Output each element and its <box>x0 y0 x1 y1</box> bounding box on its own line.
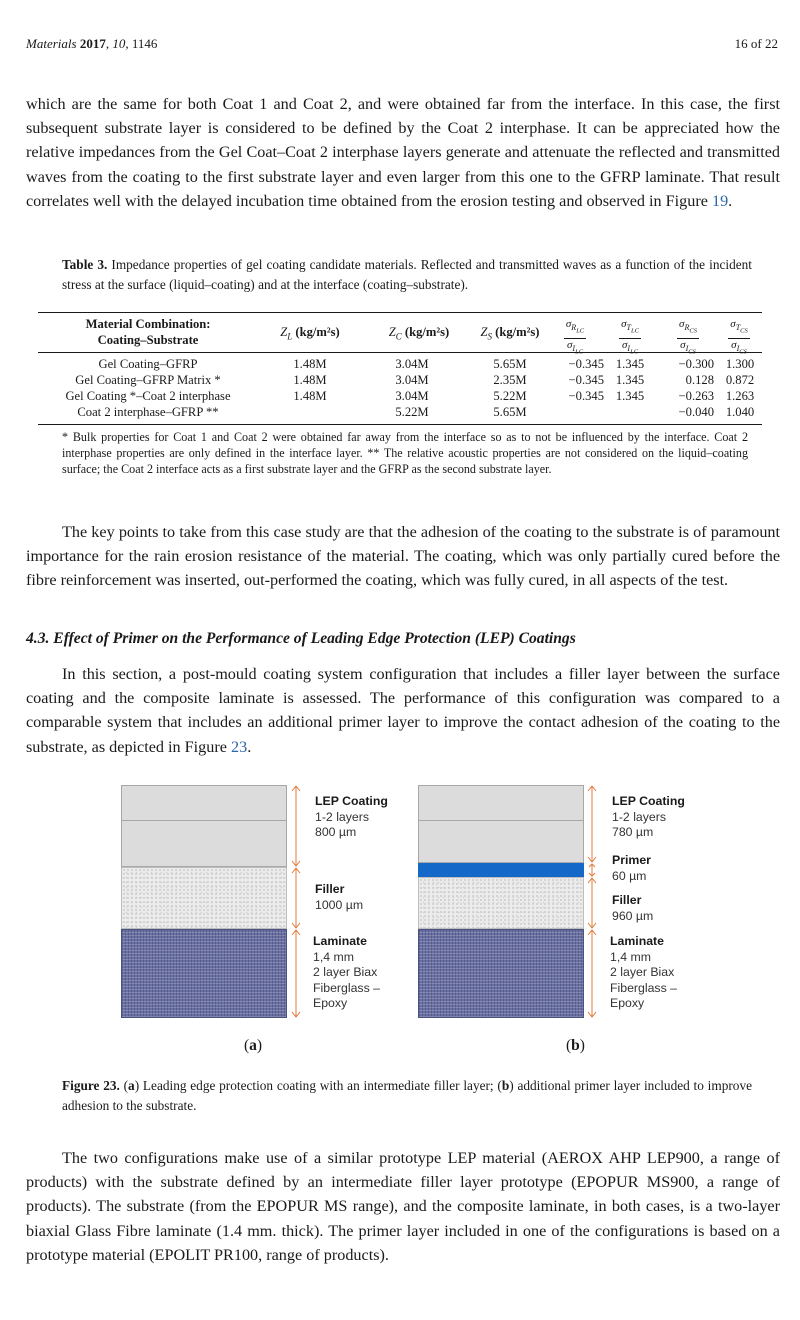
fig-b-laminate-arrow <box>587 929 597 1018</box>
fig-a-lep-line2: 800 µm <box>315 825 357 839</box>
paragraph-3 <box>26 662 780 759</box>
row-1-zs: 5.65M <box>493 357 527 371</box>
fig-b-lep-arrow <box>587 785 597 863</box>
fig-b-laminate-layer <box>418 929 584 1018</box>
header-zs <box>456 324 564 345</box>
fig-b-primer-title: Primer <box>612 853 651 867</box>
fig-b-primer-line1: 60 µm <box>612 868 647 883</box>
fig-a-laminate-label <box>313 934 380 1012</box>
figure-caption-b-tag: b <box>501 1078 510 1093</box>
header-zs-sub: S <box>487 331 492 342</box>
fig-b-filler-line1: 960 µm <box>612 908 654 923</box>
paragraph-3-end: . <box>247 737 252 756</box>
row-3-zl: 1.48M <box>293 389 327 403</box>
header-t-lc-num: $\sigma_{T_{LC}}$ <box>619 318 641 339</box>
fig-a-laminate-line3: Fiberglass – <box>313 980 380 995</box>
fig-b-lep-label <box>612 794 685 841</box>
row-2-material: Gel Coating–GFRP Matrix * <box>75 373 221 387</box>
figure-23-link[interactable]: 23 <box>231 737 248 756</box>
header-zs-symbol: Z <box>480 325 488 339</box>
fig-a-lep-label <box>315 794 388 841</box>
fig-b-laminate-line3: Fiberglass – <box>610 980 677 995</box>
row-2-tlc: 1.345 <box>615 373 645 387</box>
fig-a-laminate-arrow <box>291 929 301 1018</box>
table-caption <box>62 255 752 295</box>
row-2-rlc: −0.345 <box>568 373 604 387</box>
table-header-rule <box>38 352 762 353</box>
article-number: 1146 <box>131 36 158 51</box>
row-4-zs: 5.65M <box>493 405 527 419</box>
fig-a-lep-line1: 1-2 layers <box>315 809 369 824</box>
row-3-zc: 3.04M <box>395 389 429 403</box>
fig-b-laminate-title: Laminate <box>610 934 664 948</box>
fig-b-filler-title: Filler <box>612 893 642 907</box>
header-zl <box>260 324 360 345</box>
header-r-cs-num: $\sigma_{R_{CS}}$ <box>677 318 699 339</box>
fig-b-sublabel: (b) <box>566 1037 585 1054</box>
row-1-zl: 1.48M <box>293 357 327 371</box>
row-3-rlc: −0.345 <box>568 389 604 403</box>
fig-b-lep-sublayer-line <box>419 820 583 821</box>
paragraph-1-text: which are the same for both Coat 1 and Coat 2, and were obtained far from the interface. In this case, the first subsequent substrate layer is considered to be defined by the Coat 2 interphase. It can be appreciated how the relative impedances from the Gel Coat–Coat 2 interphase layers generate and attenuate the reflected and transmitted waves from the coating to the first substrate layer and even larger from this one to the GFRP laminate. That result correlates well with the delayed incubation time obtained from the erosion testing and observed in Figure <box>26 95 780 210</box>
fig-a-laminate-title: Laminate <box>313 934 367 948</box>
row-3-tcs: 1.263 <box>725 389 755 403</box>
fig-b-filler-arrow <box>587 877 597 929</box>
header-t-cs-num: $\sigma_{T_{CS}}$ <box>728 318 749 339</box>
page-header <box>26 36 778 52</box>
header-r-cs-den: $\sigma_{I_{CS}}$ <box>680 338 696 356</box>
header-t-cs-den: $\sigma_{I_{CS}}$ <box>731 338 747 356</box>
fig-b-laminate-label <box>610 934 677 1012</box>
header-zl-sub: L <box>287 331 293 342</box>
fig-b-lep-title: LEP Coating <box>612 794 685 808</box>
fig-b-filler-layer <box>418 877 584 929</box>
row-2-zs: 2.35M <box>493 373 527 387</box>
fig-b-laminate-line4: Epoxy <box>610 996 645 1010</box>
header-r-lc-num: $\sigma_{R_{LC}}$ <box>564 318 586 339</box>
figure-caption-label: Figure 23. <box>62 1078 120 1093</box>
header-zc-sub: C <box>395 331 402 342</box>
fig-b-primer-label <box>612 853 651 884</box>
fig-a-lep-arrow <box>291 785 301 867</box>
fig-b-primer-layer <box>418 863 584 877</box>
row-1-tlc: 1.345 <box>615 357 645 371</box>
row-1-tcs: 1.300 <box>725 357 755 371</box>
fig-a-laminate-line2: 2 layer Biax <box>313 965 378 979</box>
journal-name: Materials <box>26 36 77 51</box>
row-4-zc: 5.22M <box>395 405 429 419</box>
header-material-line1: Material Combination: <box>85 317 211 331</box>
row-1-rlc: −0.345 <box>568 357 604 371</box>
header-zs-unit: (kg/m²s) <box>492 325 540 339</box>
paragraph-1-end: . <box>728 191 733 210</box>
row-3-tlc: 1.345 <box>615 389 645 403</box>
row-2-zc: 3.04M <box>395 373 429 387</box>
paragraph-2: The key points to take from this case study are that the adhesion of the coating to the substrate is of paramount importance for the rain erosion resistance of the material. The coating, which was only partially cured before the fibre reinforcement was inserted, out-performed the coating, which was fully cured, in all aspects of the test. <box>26 523 780 590</box>
table-footnote: * Bulk properties for Coat 1 and Coat 2 were obtained far away from the interface so as to not be influenced by the interface. Coat 2 interphase properties are only defined in the interface layer. ** The relative acoustic properties are not considered on the liquid–coating surface; the Coat 2 interface acts as a first substrate layer and the GFRP as the second substrate layer. <box>62 430 748 476</box>
row-4-tcs: 1.040 <box>725 405 755 419</box>
fig-b-primer-arrow <box>587 863 597 877</box>
fig-a-laminate-layer <box>121 929 287 1018</box>
row-3-material: Gel Coating *–Coat 2 interphase <box>65 389 231 403</box>
fig-b-lep-line2: 780 µm <box>612 825 654 839</box>
fig-a-lep-layer <box>121 785 287 867</box>
fig-b-sublabel-letter: b <box>571 1037 580 1054</box>
fig-b-laminate-line2: 2 layer Biax <box>610 965 675 979</box>
fig-b-laminate-line1: 1,4 mm <box>610 949 651 964</box>
table-bottom-rule <box>38 424 762 425</box>
fig-a-filler-line1: 1000 µm <box>315 897 364 912</box>
header-t-lc-den: $\sigma_{I_{LC}}$ <box>621 338 639 356</box>
fig-a-lep-sublayer-line <box>122 820 286 821</box>
header-r-lc-den: $\sigma_{I_{LC}}$ <box>566 338 584 356</box>
row-3-rcs: −0.263 <box>678 389 714 403</box>
paragraph-3-text: In this section, a post-mould coating system configuration that includes a filler layer between the surface coating and the composite laminate is assessed. The performance of this configuration was compared to a comparable system that includes an additional primer layer to improve the contact adhesion of the coating to the substrate, as depicted in Figure <box>26 665 780 756</box>
fig-a-lep-title: LEP Coating <box>315 794 388 808</box>
header-material <box>38 316 258 348</box>
fig-b-lep-layer <box>418 785 584 863</box>
table-top-rule <box>38 312 762 313</box>
fig-a-filler-label <box>315 882 363 913</box>
row-4-material: Coat 2 interphase–GFRP ** <box>77 405 219 419</box>
fig-a-filler-title: Filler <box>315 882 345 896</box>
header-zc-symbol: Z <box>388 325 396 339</box>
row-2-zl: 1.48M <box>293 373 327 387</box>
paragraph-1 <box>26 92 780 213</box>
figure-caption-a-text: Leading edge protection coating with an intermediate filler layer; ( <box>139 1078 502 1093</box>
row-3-zs: 5.22M <box>493 389 527 403</box>
fig-a-filler-layer <box>121 867 287 929</box>
header-zl-unit: (kg/m²s) <box>292 325 340 339</box>
row-1-zc: 3.04M <box>395 357 429 371</box>
fig-a-sublabel: (a) <box>244 1037 263 1054</box>
fig-a-laminate-line1: 1,4 mm <box>313 949 354 964</box>
figure-19-link[interactable]: 19 <box>711 191 729 210</box>
fig-a-sublabel-letter: a <box>249 1037 257 1054</box>
journal-volume: 10 <box>112 36 126 51</box>
row-1-material: Gel Coating–GFRP <box>98 357 198 371</box>
fig-a-laminate-line4: Epoxy <box>313 996 348 1010</box>
table-caption-text: Impedance properties of gel coating candidate materials. Reflected and transmitted waves as a function of the incident stress at the surface (liquid–coating) and at the interface (coating–substrate). <box>62 257 752 292</box>
header-material-line2: Coating–Substrate <box>97 333 199 347</box>
figure-caption-b-text: ) additional primer layer included to improve adhesion to the substrate. <box>62 1078 752 1113</box>
paragraph-4: The two configurations make use of a similar prototype LEP material (AEROX AHP LEP900, a range of products) with the substrate defined by an intermediate filler layer prototype (EPOPUR MS900, a range of products). The substrate (from the EPOPUR MS range), and the composite laminate, in both cases, is a two-layer biaxial Glass Fibre laminate (1.4 mm. thick). The primer layer included in one of the configurations is based on a prototype material (EPOLIT PR100, range of products). <box>26 1149 780 1264</box>
row-2-tcs: 0.872 <box>725 373 755 387</box>
header-zc-unit: (kg/m²s) <box>401 325 450 339</box>
table-caption-label: Table 3. <box>62 257 108 272</box>
figure-caption: Figure 23. (a) Leading edge protection coating with an intermediate filler layer; (b) additional primer layer included to improve adhesion to the substrate. <box>62 1078 752 1113</box>
journal-citation: Materials 2017, 10, 1146 <box>26 36 158 51</box>
fig-b-filler-label <box>612 893 653 924</box>
header-zl-symbol: Z <box>280 325 288 339</box>
row-1-rcs: −0.300 <box>678 357 714 371</box>
fig-a-filler-arrow <box>291 867 301 929</box>
section-title: 4.3. Effect of Primer on the Performance of Leading Edge Protection (LEP) Coatings <box>26 630 576 647</box>
fig-b-lep-line1: 1-2 layers <box>612 809 666 824</box>
row-4-rcs: −0.040 <box>678 405 714 419</box>
figure-caption-a-tag: a <box>128 1078 135 1093</box>
journal-year: 2017 <box>79 36 106 51</box>
page-number: 16 of 22 <box>734 36 778 51</box>
row-2-rcs: 0.128 <box>685 373 714 387</box>
